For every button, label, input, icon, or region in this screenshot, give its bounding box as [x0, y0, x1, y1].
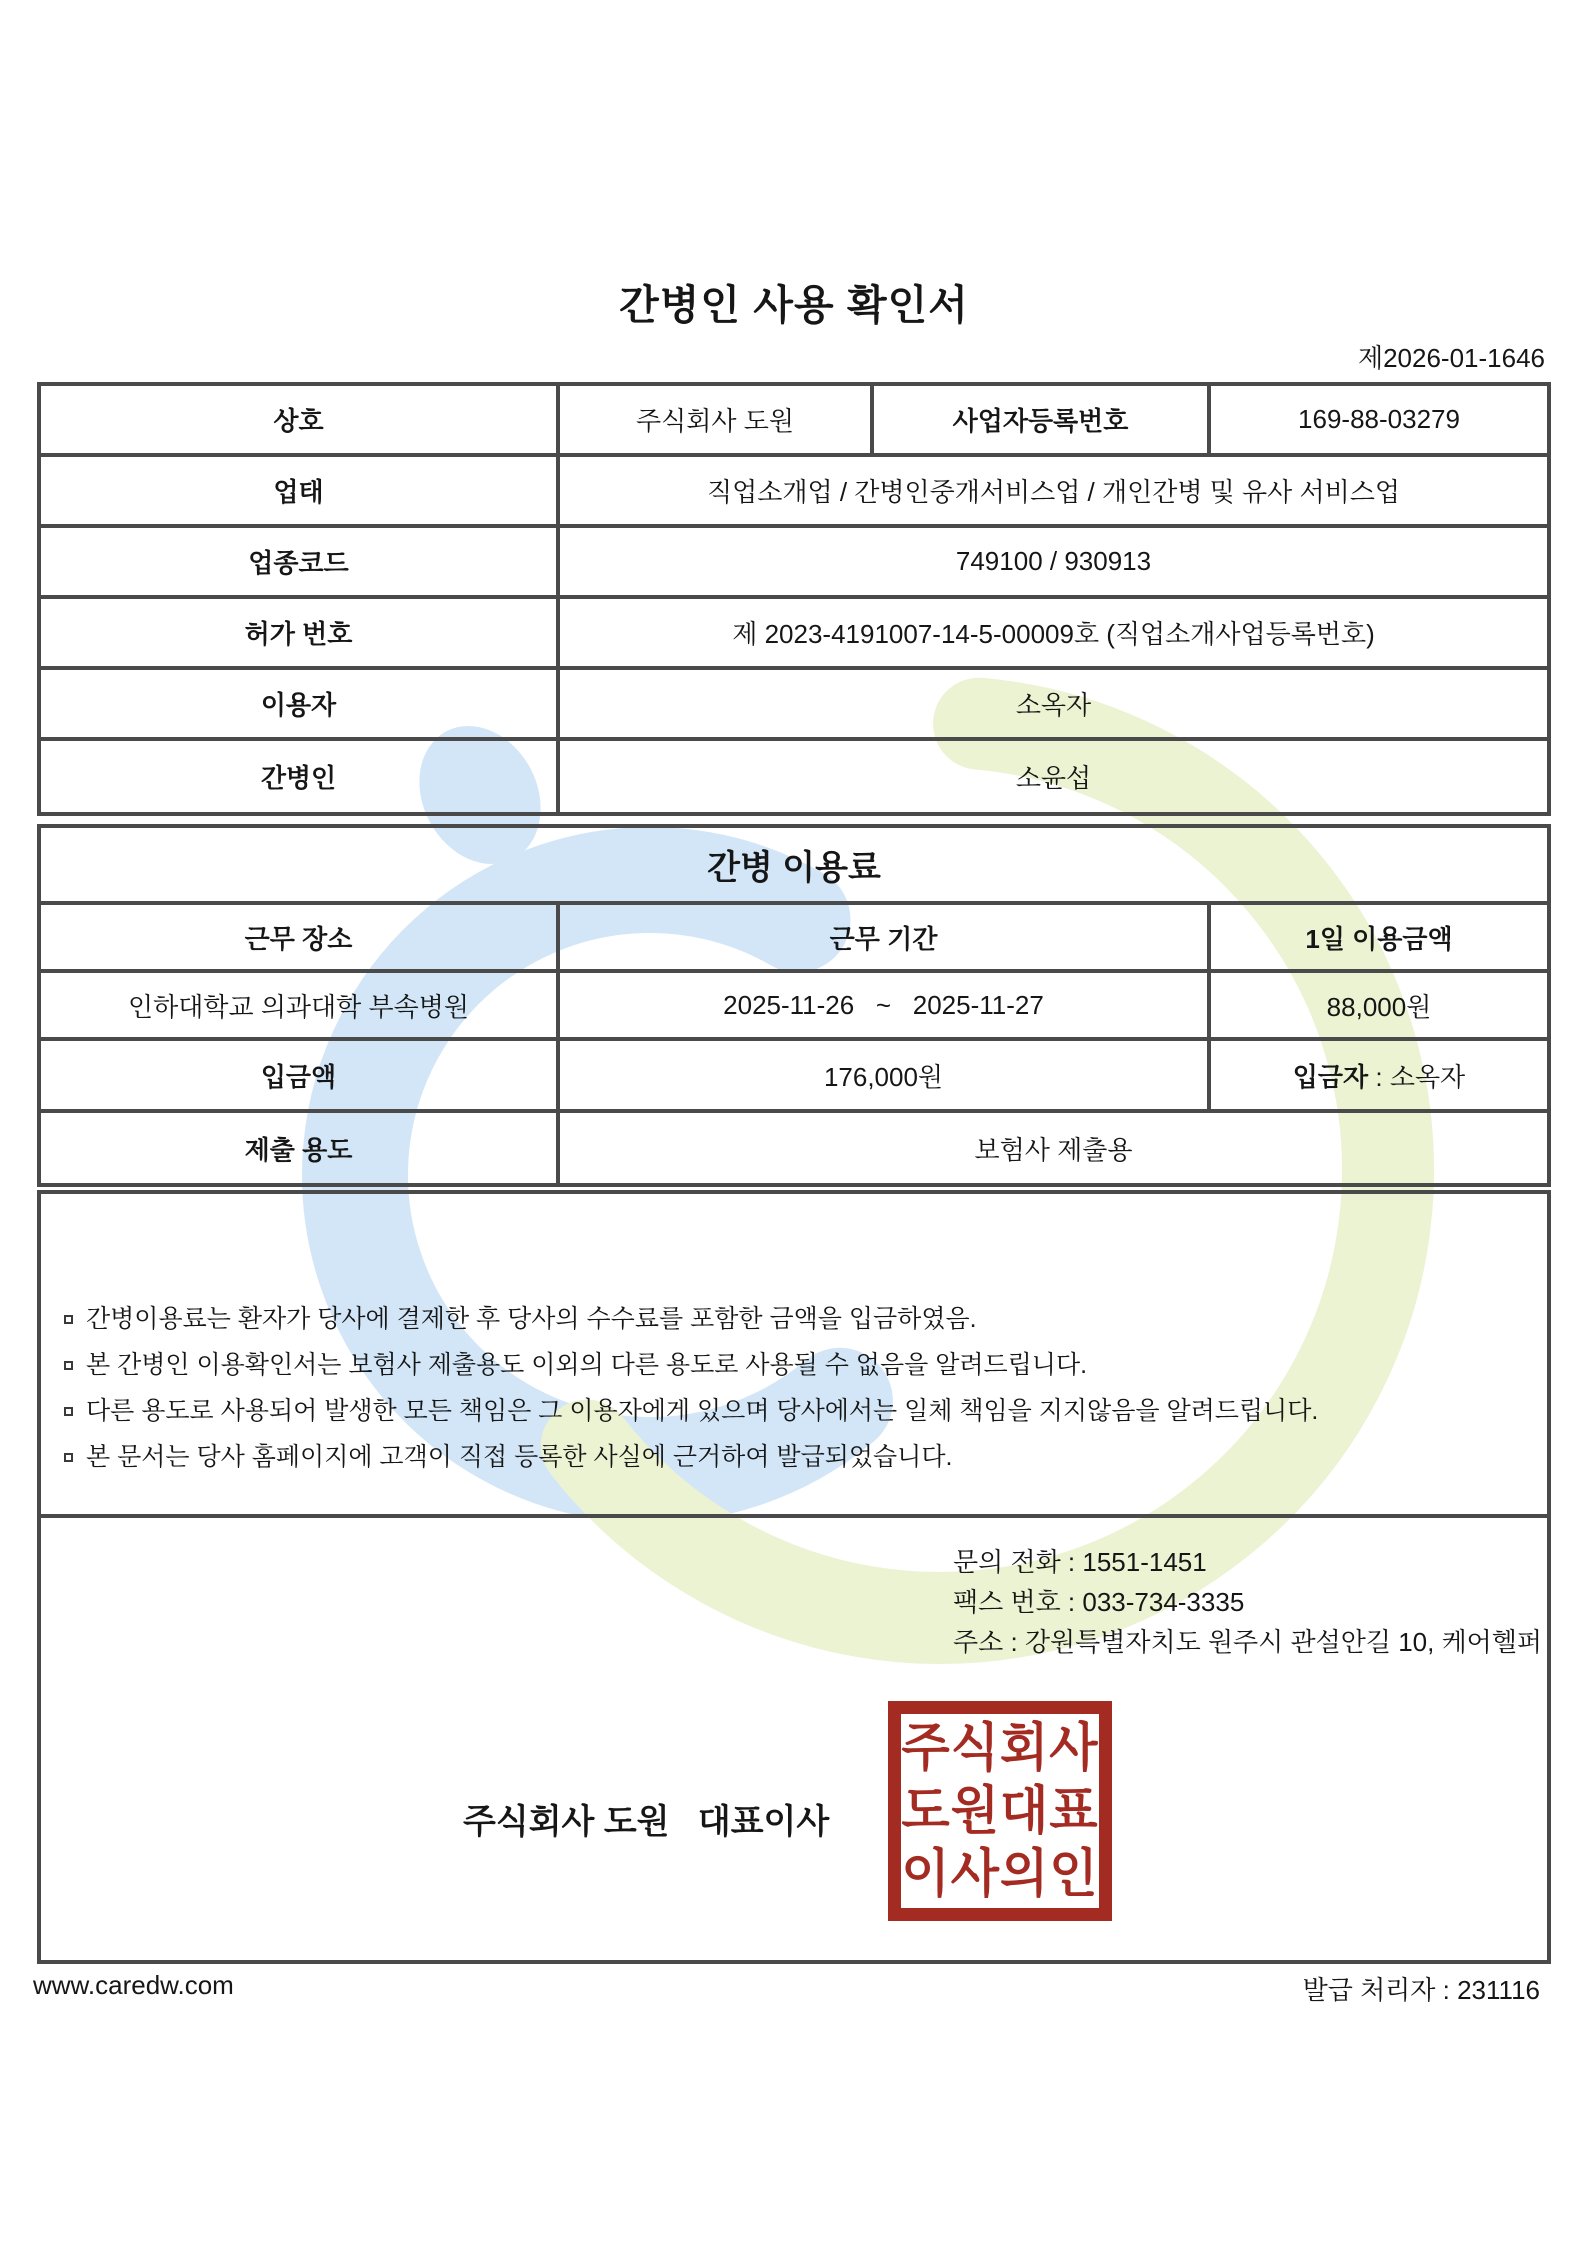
daily-fee-header: 1일 이용금액 — [1305, 923, 1453, 954]
company-name-label: 상호 — [41, 386, 560, 453]
business-reg-number-value: 169-88-03279 — [1298, 404, 1460, 434]
signature-section — [37, 1514, 1551, 1964]
table-row — [41, 828, 1547, 905]
table-row — [41, 973, 1547, 1041]
work-period-value: 2025-11-26 ~ 2025-11-27 — [560, 973, 1211, 1037]
table-row — [41, 670, 1547, 741]
business-type-value: 직업소개업 / 간병인중개서비스업 / 개인간병 및 유사 서비스업 — [707, 477, 1400, 507]
table-row — [41, 741, 1547, 812]
table-row — [41, 599, 1547, 670]
depositor-cell — [1211, 1041, 1547, 1109]
table-row — [41, 528, 1547, 599]
table-row — [41, 1041, 1547, 1113]
seal-text-row: 이사의인 — [901, 1844, 1099, 1904]
depositor-label: 입금자 — [1292, 1061, 1369, 1092]
work-place-header: 근무 장소 — [41, 905, 560, 969]
square-bullet-icon — [64, 1453, 73, 1462]
caregiver-label: 간병인 — [41, 741, 560, 812]
seal-text-row: 도원대표 — [901, 1781, 1099, 1841]
footer-website: www.caredw.com — [33, 1970, 234, 2000]
work-place-value: 인하대학교 의과대학 부속병원 — [41, 973, 560, 1037]
note-text: 간병이용료는 환자가 당사에 결제한 후 당사의 수수료를 포함한 금액을 입금하였음. — [86, 1305, 977, 1333]
corporate-seal-stamp — [888, 1701, 1112, 1921]
page-title: 간병인 사용 확인서 — [619, 282, 969, 328]
company-signature-line: 주식회사 도원 대표이사 — [463, 1803, 830, 1841]
company-name-value: 주식회사 도원 — [560, 386, 874, 453]
contact-fax: 팩스 번호 : 033-734-3335 — [953, 1587, 1245, 1617]
daily-fee-value: 88,000원 — [1326, 991, 1432, 1022]
deposit-amount-value: 176,000원 — [560, 1041, 1211, 1109]
user-label: 이용자 — [41, 670, 560, 737]
contact-block — [953, 1542, 1542, 1662]
submission-purpose-label: 제출 용도 — [41, 1113, 560, 1183]
permit-number-value: 제 2023-4191007-14-5-00009호 (직업소개사업등록번호) — [732, 619, 1375, 649]
business-reg-number-label: 사업자등록번호 — [874, 386, 1211, 453]
table-row — [41, 386, 1547, 457]
user-value: 소옥자 — [1015, 690, 1092, 720]
square-bullet-icon — [64, 1361, 73, 1370]
deposit-amount-label: 입금액 — [41, 1041, 560, 1109]
table-row — [41, 457, 1547, 528]
seal-text-row: 주식회사 — [901, 1718, 1099, 1778]
note-text: 본 간병인 이용확인서는 보험사 제출용도 이외의 다른 용도로 사용될 수 없음을 알려드립니다. — [86, 1351, 1088, 1379]
depositor-value: : 소옥자 — [1368, 1061, 1466, 1092]
company-info-table — [37, 382, 1551, 816]
table-row — [41, 905, 1547, 973]
note-text: 다른 용도로 사용되어 발생한 모든 책임은 그 이용자에게 있으며 당사에서는 일체 책임을 지지않음을 알려드립니다. — [86, 1397, 1319, 1425]
footer-issuer: 발급 처리자 : 231116 — [1302, 1975, 1540, 2005]
square-bullet-icon — [64, 1315, 73, 1324]
square-bullet-icon — [64, 1407, 73, 1416]
work-period-header: 근무 기간 — [560, 905, 1211, 969]
note-item — [62, 1342, 1527, 1388]
permit-number-label: 허가 번호 — [41, 599, 560, 666]
contact-address: 주소 : 강원특별자치도 원주시 관설안길 10, 케어헬퍼 — [953, 1627, 1543, 1657]
industry-code-value: 749100 / 930913 — [955, 546, 1152, 576]
care-fee-table — [37, 824, 1551, 1187]
contact-phone: 문의 전화 : 1551-1451 — [953, 1547, 1207, 1577]
caregiver-value: 소윤섭 — [1015, 763, 1092, 793]
notes-section — [37, 1190, 1551, 1518]
business-type-label: 업태 — [41, 457, 560, 524]
note-item — [62, 1296, 1527, 1342]
industry-code-label: 업종코드 — [41, 528, 560, 595]
document-number: 제2026-01-1646 — [1357, 343, 1545, 373]
table-row — [41, 1113, 1547, 1183]
note-item — [62, 1434, 1527, 1480]
submission-purpose-value: 보험사 제출용 — [974, 1134, 1133, 1165]
note-text: 본 문서는 당사 홈페이지에 고객이 직접 등록한 사실에 근거하여 발급되었습니다. — [86, 1443, 953, 1471]
care-fee-section-title: 간병 이용료 — [707, 849, 881, 887]
note-item — [62, 1388, 1527, 1434]
